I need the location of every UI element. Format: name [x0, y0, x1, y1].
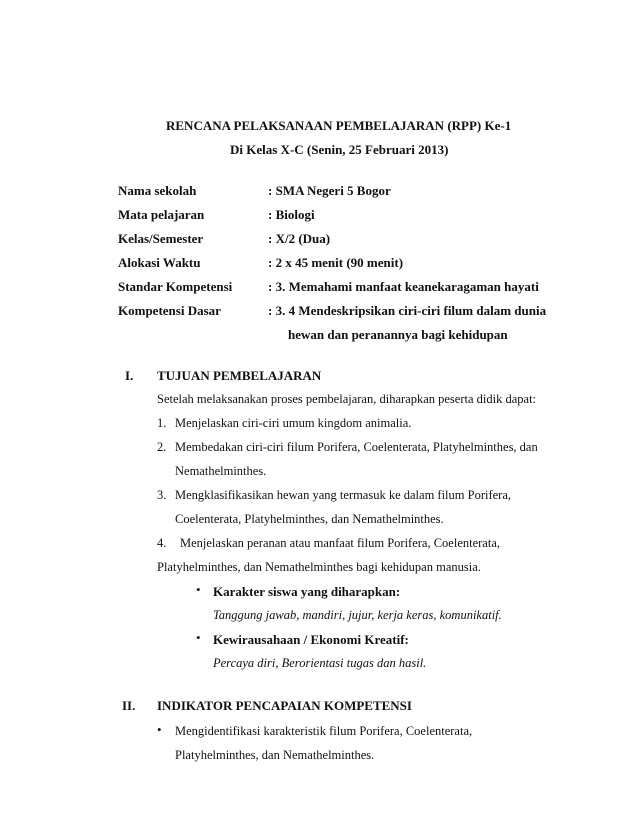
bullet-icon: •	[196, 582, 201, 597]
list-item-continuation: Coelenterata, Platyhelminthes, dan Nemathelminthes.	[175, 512, 444, 526]
bullet-detail: Percaya diri, Berorientasi tugas dan hasil.	[213, 656, 427, 670]
list-item: Membedakan ciri-ciri filum Porifera, Coelenterata, Platyhelminthes, dan	[175, 440, 538, 454]
info-value: : X/2 (Dua)	[268, 231, 331, 246]
document-title: RENCANA PELAKSANAAN PEMBELAJARAN (RPP) Ke-1	[166, 118, 512, 133]
list-item: Menjelaskan peranan atau manfaat filum Porifera, Coelenterata,	[180, 536, 500, 550]
list-item-continuation: Platyhelminthes, dan Nemathelminthes bagi kehidupan manusia.	[157, 560, 481, 574]
info-value: : Biologi	[268, 207, 315, 222]
list-item: Mengklasifikasikan hewan yang termasuk ke dalam filum Porifera,	[175, 488, 512, 502]
info-label: Kelas/Semester	[118, 231, 204, 246]
info-label: Standar Kompetensi	[118, 279, 233, 294]
bullet-icon: •	[157, 722, 162, 737]
bullet-detail: Tanggung jawab, mandiri, jujur, kerja keras, komunikatif.	[213, 608, 502, 622]
list-number: 3.	[157, 488, 167, 502]
section-numeral: II.	[122, 698, 136, 713]
info-label: Kompetensi Dasar	[118, 303, 221, 318]
list-item: Mengidentifikasi karakteristik filum Porifera, Coelenterata,	[175, 724, 473, 738]
document-subtitle: Di Kelas X-C (Senin, 25 Februari 2013)	[230, 142, 449, 157]
list-number: 2.	[157, 440, 167, 454]
section-heading: INDIKATOR PENCAPAIAN KOMPETENSI	[157, 698, 412, 713]
info-value-continuation: hewan dan peranannya bagi kehidupan	[288, 327, 508, 342]
info-label: Mata pelajaran	[118, 207, 205, 222]
bullet-icon: •	[196, 630, 201, 645]
info-value: : SMA Negeri 5 Bogor	[268, 183, 391, 198]
info-value: : 3. Memahami manfaat keanekaragaman hayati	[268, 279, 539, 294]
section-numeral: I.	[125, 368, 134, 383]
list-item: Menjelaskan ciri-ciri umum kingdom animalia.	[175, 416, 412, 430]
info-value: : 2 x 45 menit (90 menit)	[268, 255, 404, 270]
list-item-continuation: Nemathelminthes.	[175, 464, 267, 478]
list-number: 1.	[157, 416, 167, 430]
section-heading: TUJUAN PEMBELAJARAN	[157, 368, 322, 383]
bullet-label: Kewirausahaan / Ekonomi Kreatif:	[213, 632, 409, 647]
section-intro: Setelah melaksanakan proses pembelajaran, diharapkan peserta didik dapat:	[157, 392, 537, 406]
info-value: : 3. 4 Mendeskripsikan ciri-ciri filum dalam dunia	[268, 303, 547, 318]
list-item-continuation: Platyhelminthes, dan Nemathelminthes.	[175, 748, 375, 762]
bullet-label: Karakter siswa yang diharapkan:	[213, 584, 401, 599]
list-number: 4.	[157, 536, 167, 550]
info-label: Alokasi Waktu	[118, 255, 201, 270]
info-label: Nama sekolah	[118, 183, 197, 198]
